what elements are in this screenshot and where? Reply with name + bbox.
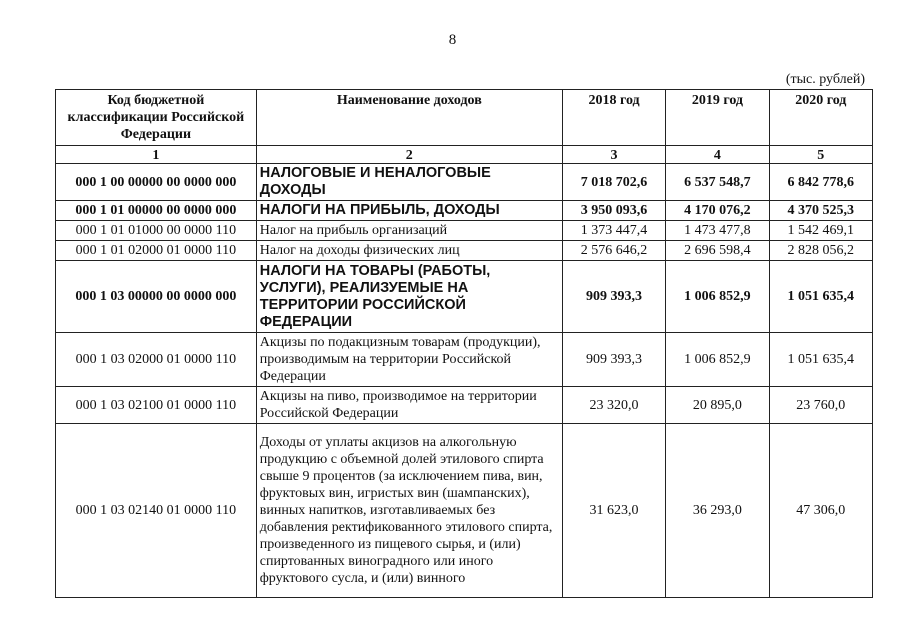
row-value-2020: 6 842 778,6 <box>769 164 872 201</box>
row-code: 000 1 00 00000 00 0000 000 <box>56 164 257 201</box>
row-code: 000 1 01 02000 01 0000 110 <box>56 241 257 261</box>
row-value-2018: 23 320,0 <box>562 387 665 424</box>
row-value-2019: 6 537 548,7 <box>666 164 769 201</box>
row-value-2019: 4 170 076,2 <box>666 201 769 221</box>
table-row <box>56 333 873 387</box>
table-row <box>56 201 873 221</box>
row-value-2018: 909 393,3 <box>562 333 665 387</box>
row-value-2019: 2 696 598,4 <box>666 241 769 261</box>
row-value-2019: 20 895,0 <box>666 387 769 424</box>
column-number: 4 <box>666 146 769 164</box>
row-name: Налог на доходы физических лиц <box>256 241 562 261</box>
revenue-table <box>55 89 873 598</box>
row-value-2018: 1 373 447,4 <box>562 221 665 241</box>
header-name: Наименование доходов <box>256 90 562 146</box>
table-row <box>56 261 873 333</box>
row-code: 000 1 03 02140 01 0000 110 <box>56 424 257 598</box>
row-value-2020: 23 760,0 <box>769 387 872 424</box>
row-value-2018: 7 018 702,6 <box>562 164 665 201</box>
table-header-row <box>56 90 873 146</box>
row-value-2020: 1 542 469,1 <box>769 221 872 241</box>
column-number: 1 <box>56 146 257 164</box>
row-name: НАЛОГОВЫЕ И НЕНАЛОГОВЫЕ ДОХОДЫ <box>256 164 562 201</box>
row-code: 000 1 01 00000 00 0000 000 <box>56 201 257 221</box>
row-code: 000 1 03 02100 01 0000 110 <box>56 387 257 424</box>
page-number: 8 <box>448 32 457 48</box>
header-2019: 2019 год <box>666 90 769 146</box>
row-code: 000 1 03 00000 00 0000 000 <box>56 261 257 333</box>
table-row <box>56 164 873 201</box>
table-row <box>56 221 873 241</box>
column-number: 5 <box>769 146 872 164</box>
row-name: Акцизы по подакцизным товарам (продукции), производимым на территории Российской Федерации <box>256 333 562 387</box>
row-value-2019: 36 293,0 <box>666 424 769 598</box>
column-number-row <box>56 146 873 164</box>
row-value-2018: 2 576 646,2 <box>562 241 665 261</box>
table-row <box>56 387 873 424</box>
row-name: Доходы от уплаты акцизов на алкогольную продукцию с объемной долей этилового спирта свыше 9 процентов (за исключением пива, вин, фруктовых вин, игристых вин (шампанских), винных напитков, изготавливаемых без добавления ректификованного этилового спирта, произведенного из пищевого сырья, и (или) спиртованных виноградного или иного фруктового сусла, и (или) винного <box>256 424 562 598</box>
table-row <box>56 424 873 598</box>
units-note: (тыс. рублей) <box>785 72 865 87</box>
row-name: НАЛОГИ НА ТОВАРЫ (РАБОТЫ, УСЛУГИ), РЕАЛИЗУЕМЫЕ НА ТЕРРИТОРИИ РОССИЙСКОЙ ФЕДЕРАЦИИ <box>256 261 562 333</box>
row-name: Акцизы на пиво, производимое на территории Российской Федерации <box>256 387 562 424</box>
row-value-2020: 4 370 525,3 <box>769 201 872 221</box>
row-value-2020: 47 306,0 <box>769 424 872 598</box>
row-value-2019: 1 006 852,9 <box>666 333 769 387</box>
row-value-2020: 1 051 635,4 <box>769 333 872 387</box>
header-code: Код бюджетной классификации Российской Федерации <box>56 90 257 146</box>
row-value-2019: 1 473 477,8 <box>666 221 769 241</box>
table-row <box>56 241 873 261</box>
row-value-2018: 3 950 093,6 <box>562 201 665 221</box>
row-value-2018: 909 393,3 <box>562 261 665 333</box>
column-number: 3 <box>562 146 665 164</box>
row-value-2019: 1 006 852,9 <box>666 261 769 333</box>
row-name: Налог на прибыль организаций <box>256 221 562 241</box>
row-value-2018: 31 623,0 <box>562 424 665 598</box>
row-code: 000 1 01 01000 00 0000 110 <box>56 221 257 241</box>
row-code: 000 1 03 02000 01 0000 110 <box>56 333 257 387</box>
column-number: 2 <box>256 146 562 164</box>
row-name: НАЛОГИ НА ПРИБЫЛЬ, ДОХОДЫ <box>256 201 562 221</box>
header-2018: 2018 год <box>562 90 665 146</box>
header-2020: 2020 год <box>769 90 872 146</box>
row-value-2020: 1 051 635,4 <box>769 261 872 333</box>
row-value-2020: 2 828 056,2 <box>769 241 872 261</box>
